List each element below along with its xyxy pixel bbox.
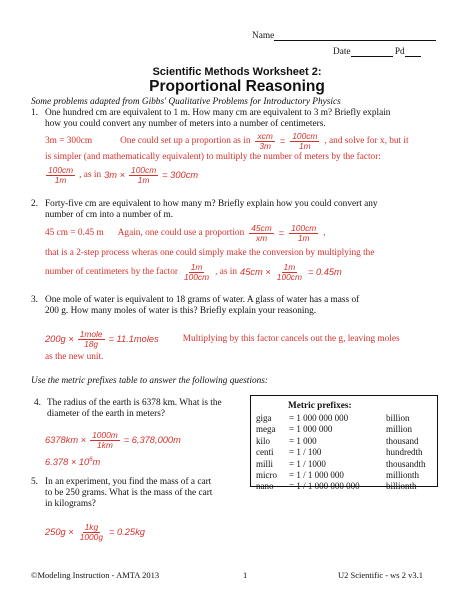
q2-factor-fraction: $\frac{1m}{100cm}$ (183, 261, 210, 282)
q4-text-line2: diameter of the earth in meters? (47, 409, 165, 419)
q2-fraction-45cm-xm: $\frac{45cm}{xm}$ (251, 222, 272, 243)
intro-text: Some problems adapted from Gibbs' Qualitative Problems for Introductory Physics (31, 97, 341, 107)
q2-answer-equation: 45 cm = 0.45 m (45, 228, 104, 238)
date-blank (351, 56, 393, 57)
prefix-value: = 1 000 000 000 (289, 413, 349, 423)
metric-prefixes-table (256, 413, 449, 493)
q4-calc-fraction: $\frac{1000m}{1km}$ (92, 429, 118, 450)
q4-answer-scientific (45, 457, 100, 467)
q1-text-line2: how you could convert any number of meters into a number of centimeters. (45, 119, 326, 129)
prefix-value: = 1 000 (289, 435, 317, 446)
q4-calc-result: = 6,378,000m (123, 435, 181, 445)
q1-calc-fraction: $\frac{100cm}{1m}$ (131, 164, 157, 185)
prefix-value: = 1 000 000 (289, 424, 333, 435)
metric-prefixes-heading: Metric prefixes: (288, 401, 352, 411)
q4-sci-unit: m (92, 457, 101, 468)
name-label: Name (252, 31, 275, 41)
q4-number: 4. (34, 398, 41, 408)
q1-answer-equation: 3m = 300cm (45, 136, 93, 146)
q1-answer-line2: is simpler (and mathematically equivalent) to multiply the number of meters by the factor: (45, 152, 381, 162)
prefix-row (256, 413, 449, 424)
q1-answer-text-cont: , and solve for x, but it (324, 136, 409, 146)
q2-answer-line3 (45, 259, 342, 285)
prefix-name: mega (256, 424, 276, 435)
q5-text-line3: in kilograms? (45, 499, 96, 509)
q4-calc-start: 6378km × (45, 435, 87, 445)
prefix-row (256, 481, 449, 492)
prefix-value: = 1 / 1000 (289, 458, 326, 469)
q1-number: 1. (31, 108, 38, 118)
date-period-field (333, 47, 421, 57)
name-blank (274, 40, 436, 41)
q4-sci-base: 6.378 × 10 (45, 457, 90, 468)
q4-sci-exponent: 6 (89, 457, 93, 463)
pd-blank (405, 56, 421, 57)
q3-number: 3. (31, 295, 38, 305)
q2-text-line2: number of cm into a number of m. (45, 210, 174, 220)
q1-text-line1: One hundred cm are equivalent to 1 m. How many cm are equivalent to 3 m? Briefly explain (45, 108, 391, 118)
prefix-value: = 1 / 100 (289, 447, 322, 458)
q2-calc-fraction: $\frac{1m}{100cm}$ (276, 261, 302, 282)
worksheet-subtitle: Proportional Reasoning (149, 78, 325, 95)
q1-fraction-100cm-1m: $\frac{100cm}{1m}$ (292, 130, 318, 151)
q2-comma: , (323, 228, 326, 238)
q2-answer-text-factor: number of centimeters by the factor (45, 267, 178, 277)
prefix-row (256, 459, 449, 470)
q4-text-line1: The radius of the earth is 6378 km. What is the (47, 398, 222, 408)
prefix-row (256, 436, 449, 447)
prefix-word: thousand (386, 435, 419, 446)
q1-calc-result: = 300cm (162, 170, 199, 180)
prefix-row (256, 447, 449, 458)
q2-number: 2. (31, 199, 38, 209)
q3-answer-line1 (45, 325, 400, 353)
prefix-word: millionth (386, 470, 420, 481)
q2-text-line1: Forty-five cm are equivalent to how many m? Briefly explain how you could convert any (45, 199, 378, 209)
q5-calc-fraction: $\frac{1kg}{1000g}$ (79, 521, 103, 542)
q3-text-line2: 200 g. How many moles of water is this? Briefly explain your reasoning. (45, 306, 317, 316)
q2-answer-line2: that is a 2-step process wheras one could simply make the conversion by multiplying the (45, 248, 375, 258)
pd-label: Pd (394, 47, 405, 57)
prefix-word: hundredth (386, 447, 423, 458)
q1-as-in: , as in (79, 170, 102, 180)
footer-copyright: ©Modeling Instruction - AMTA 2013 (31, 570, 160, 580)
q5-text-line2: to be 250 grams. What is the mass of the cart (45, 488, 213, 498)
q2-answer-line1 (45, 221, 326, 245)
q1-fraction-xcm-3m: $\frac{\text{xcm}}{3m}$ (257, 130, 273, 151)
q1-calc-start: 3m × (104, 170, 126, 180)
q5-calc-result: = 0.25kg (109, 527, 145, 537)
q3-text-line1: One mole of water is equivalent to 18 grams of water. A glass of water has a mass of (45, 295, 360, 305)
date-label: Date (333, 47, 351, 57)
prefix-word: thousandth (386, 458, 426, 469)
prefix-name: milli (256, 458, 274, 469)
q1-factor-fraction: $\frac{100cm}{1m}$ (48, 164, 74, 185)
worksheet-title: Scientific Methods Worksheet 2: (152, 66, 322, 78)
instruction-text: Use the metric prefixes table to answer the following questions: (31, 376, 268, 386)
prefix-word: billion (386, 413, 410, 423)
q2-as-in: , as in (215, 267, 238, 277)
prefix-row (256, 424, 449, 435)
footer-version: U2 Scientific - ws 2 v3.1 (338, 570, 423, 580)
q1-answer-text: One could set up a proportion as in (120, 136, 251, 146)
footer-page-number: 1 (243, 570, 248, 580)
q3-answer-text: Multiplying by this factor cancels out the g, leaving moles (182, 334, 400, 344)
prefix-name: nano (256, 481, 274, 492)
prefix-word: billionth (386, 481, 417, 492)
q2-equals-sign: = (278, 228, 285, 238)
name-field (252, 31, 436, 41)
q3-calc-start: 200g × (45, 334, 74, 344)
q1-equals-sign: = (279, 136, 286, 146)
prefix-name: micro (256, 470, 277, 481)
prefix-name: centi (256, 447, 274, 458)
prefix-name: kilo (256, 435, 271, 446)
q1-answer-line1 (45, 129, 409, 153)
q5-answer-line1 (45, 518, 145, 546)
q5-calc-start: 250g × (45, 527, 74, 537)
q3-answer-line2: as the new unit. (45, 352, 104, 362)
q2-calc-result: = 0.45m (307, 267, 342, 277)
q3-calc-fraction: $\frac{\text{1mole}}{18g}$ (79, 328, 103, 349)
prefix-word: million (386, 424, 413, 435)
prefix-value: = 1 / 1 000 000 (289, 470, 344, 481)
q1-answer-line3 (45, 162, 198, 188)
prefix-row (256, 470, 449, 481)
q2-fraction-100cm-1m: $\frac{100cm}{1m}$ (291, 222, 317, 243)
prefix-value: = 1 / 1 000 000 000 (289, 481, 360, 492)
q5-text-line1: In an experiment, you find the mass of a cart (45, 477, 212, 487)
q2-calc-start: 45cm × (240, 267, 271, 277)
q4-answer-line1 (45, 427, 181, 453)
q2-answer-text: Again, one could use a proportion (117, 228, 245, 238)
prefix-name: giga (256, 413, 272, 423)
q5-number: 5. (31, 477, 38, 487)
q3-calc-result: = 11.1moles (108, 334, 159, 344)
